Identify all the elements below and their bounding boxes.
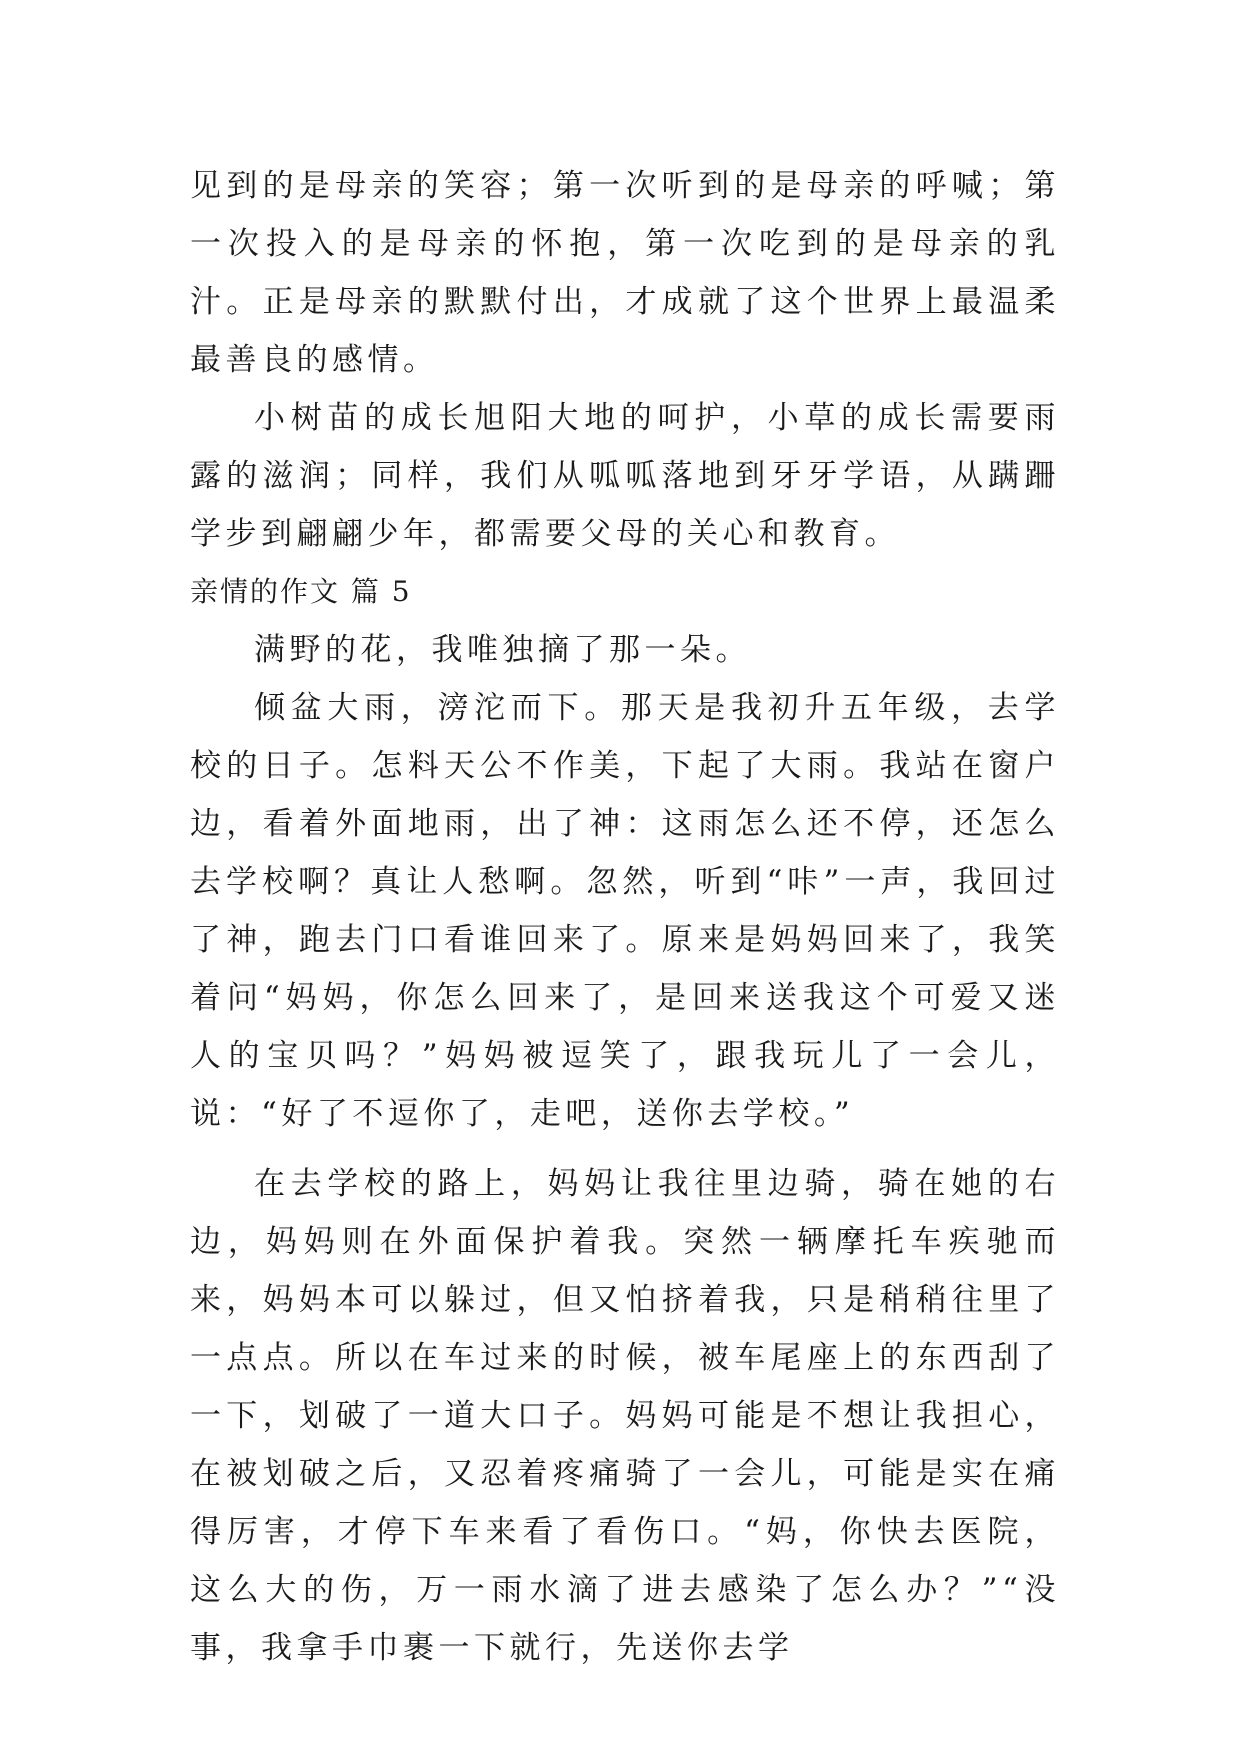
section-title: 亲情的作文 篇 5 xyxy=(190,575,412,608)
paragraph-continuation: 见到的是母亲的笑容；第一次听到的是母亲的呼喊；第一次投入的是母亲的怀抱，第一次吃到的是母亲的乳汁。正是母亲的默默付出，才成就了这个世界上最温柔最善良的感情。 xyxy=(190,168,1060,378)
paragraph-flower: 满野的花，我唯独摘了那一朵。 xyxy=(254,632,751,668)
document-body xyxy=(190,157,1060,1677)
paragraph-rainy-day: 倾盆大雨，滂沱而下。那天是我初升五年级，去学校的日子。怎料天公不作美，下起了大雨。我站在窗户边，看着外面地雨，出了神：这雨怎么还不停，还怎么去学校啊？真让人愁啊。忽然，听到“咔”一声，我回过了神，跑去门口看谁回来了。原来是妈妈回来了，我笑着问“妈妈，你怎么回来了，是回来送我这个可爱又迷人的宝贝吗？”妈妈被逗笑了，跟我玩儿了一会儿，说：“好了不逗你了，走吧，送你去学校。” xyxy=(190,690,1060,1132)
paragraph-growth: 小树苗的成长旭阳大地的呵护，小草的成长需要雨露的滋润；同样，我们从呱呱落地到牙牙学语，从蹒跚学步到翩翩少年，都需要父母的关心和教育。 xyxy=(190,400,1060,552)
paragraph-road-to-school: 在去学校的路上，妈妈让我往里边骑，骑在她的右边，妈妈则在外面保护着我。突然一辆摩托车疾驰而来，妈妈本可以躲过，但又怕挤着我，只是稍稍往里了一点点。所以在车过来的时候，被车尾座上的东西刮了一下，划破了一道大口子。妈妈可能是不想让我担心，在被划破之后，又忍着疼痛骑了一会儿，可能是实在痛得厉害，才停下车来看了看伤口。“妈，你快去医院，这么大的伤，万一雨水滴了进去感染了怎么办？”“没事，我拿手巾裹一下就行，先送你去学 xyxy=(190,1166,1060,1666)
